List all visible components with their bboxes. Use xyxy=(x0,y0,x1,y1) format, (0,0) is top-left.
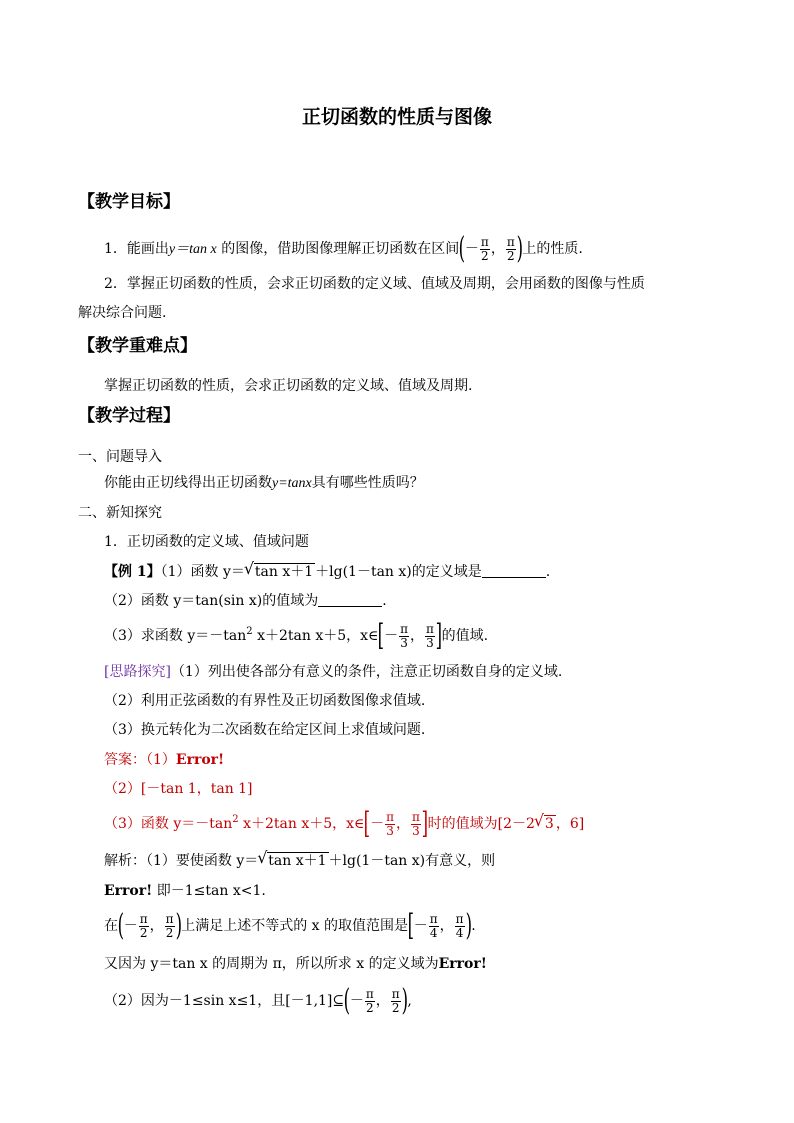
fraction-pi-over-2 xyxy=(365,988,375,1015)
example-1-question-2 xyxy=(104,591,387,611)
example-1-question-3 xyxy=(104,618,489,653)
answer-blank xyxy=(482,563,546,578)
minus-sign: － xyxy=(384,628,399,644)
minus-sign: － xyxy=(123,918,138,934)
goal-1 xyxy=(104,231,583,266)
section-heading-key-points: 【教学重难点】 xyxy=(78,336,197,356)
section-heading-goals: 【教学目标】 xyxy=(78,192,180,212)
page-title: 正切函数的性质与图像 xyxy=(301,106,492,128)
frac-den: 2 xyxy=(165,925,174,940)
analysis-inequality: 即－1≤tan x<1. xyxy=(152,883,266,899)
comma: ， xyxy=(490,241,505,257)
right-bracket: ] xyxy=(435,618,442,653)
process-question xyxy=(104,473,424,494)
frac-den: 3 xyxy=(400,635,408,650)
thinking-line-2: （2）利用正弦函数的有界性及正切函数图像求值域. xyxy=(104,693,426,709)
q3-text-c: 的值域. xyxy=(441,628,489,644)
minus-sign: － xyxy=(464,242,479,257)
section-heading-process: 【教学过程】 xyxy=(78,406,180,426)
goal-2-line-1: 2．掌握正切函数的性质，会求正切函数的定义域、值域及周期，会用函数的图像与性质 xyxy=(104,276,645,292)
fraction-pi-over-2 xyxy=(480,236,490,263)
fraction-pi-over-3 xyxy=(411,811,421,838)
frac-num: π xyxy=(386,809,395,824)
q3-text-b: x＋2tan x＋5，x∈ xyxy=(252,628,379,644)
frac-den: 2 xyxy=(481,248,489,263)
right-bracket: ] xyxy=(421,806,428,841)
frac-num: π xyxy=(412,809,420,824)
q3-text-a: （3）求函数 y＝－tan xyxy=(104,628,247,644)
sqrt-3: √ 3 xyxy=(544,815,556,832)
left-bracket: [ xyxy=(378,618,385,653)
analysis-line-3 xyxy=(104,908,476,943)
superscript: 2 xyxy=(246,626,253,637)
fraction-pi-over-2 xyxy=(506,236,516,263)
fraction-pi-over-2 xyxy=(139,913,149,940)
period: . xyxy=(471,918,476,934)
a3-text-b: x＋2tan x＋5，x∈ xyxy=(238,816,365,832)
fraction-pi-over-3 xyxy=(385,811,395,838)
question-text-b: 具有哪些性质吗？ xyxy=(311,475,424,491)
comma: ， xyxy=(396,816,411,832)
goal-2-line-2: 解决综合问题. xyxy=(78,305,167,321)
frac-den: 3 xyxy=(386,823,394,838)
frac-den: 4 xyxy=(429,925,438,940)
analysis-text-a: 解析：（1）要使函数 y＝ xyxy=(104,853,259,869)
frac-den: 4 xyxy=(455,925,464,940)
q1-end: . xyxy=(545,564,551,580)
a3-text-c: 时的值域为[2－2 xyxy=(427,816,535,832)
frac-num: π xyxy=(139,911,148,926)
thinking-line-3: （3）换元转化为二次函数在给定区间上求值域问题. xyxy=(104,722,426,738)
analysis-line-5 xyxy=(104,983,412,1018)
analysis-line-2 xyxy=(104,881,266,901)
goal-1-func: y＝tan x xyxy=(168,242,217,257)
thinking-line-1 xyxy=(104,662,562,682)
frac-num: π xyxy=(506,234,515,249)
left-paren: ( xyxy=(117,908,125,943)
analysis-line-1 xyxy=(104,851,495,871)
right-paren: ) xyxy=(465,908,472,943)
comma: ， xyxy=(439,918,454,934)
q1-text-a: （1）函数 y＝ xyxy=(160,564,245,580)
analysis-l3-a: 在 xyxy=(104,918,118,934)
process-step-2: 二、新知探究 xyxy=(78,505,162,521)
key-points-text: 掌握正切函数的性质，会求正切函数的定义域、值域及周期. xyxy=(104,378,473,394)
frac-den: 2 xyxy=(365,1000,374,1015)
superscript: 2 xyxy=(232,814,239,825)
q1-text-b: ＋lg(1－tan x)的定义域是 xyxy=(315,564,482,580)
example-1-question-1 xyxy=(104,562,550,582)
interval-right-paren: ) xyxy=(516,231,523,266)
fraction-pi-over-4 xyxy=(429,913,439,940)
frac-den: 2 xyxy=(139,925,148,940)
minus-sign: － xyxy=(370,816,385,832)
fraction-pi-over-3 xyxy=(399,623,409,650)
sqrt-expression: √ tan x＋1 xyxy=(254,563,315,580)
trailing-comma: , xyxy=(407,993,412,1009)
frac-den: 2 xyxy=(391,1000,400,1015)
example-label: 【例 1】 xyxy=(104,564,161,580)
minus-sign: － xyxy=(349,993,364,1009)
frac-num: π xyxy=(480,234,489,249)
frac-num: π xyxy=(365,986,374,1001)
fraction-pi-over-4 xyxy=(455,913,465,940)
answer-error-placeholder: Error! xyxy=(175,752,225,768)
process-subsection-1: 1．正切函数的定义域、值域问题 xyxy=(104,534,309,550)
analysis-text-b: ＋lg(1－tan x)有意义，则 xyxy=(328,853,496,869)
answer-line-2: （2）[－tan 1，tan 1] xyxy=(104,781,253,797)
fraction-pi-over-3 xyxy=(425,623,435,650)
a3-text-a: （3）函数 y＝－tan xyxy=(104,816,233,832)
analysis-l5-text: （2）因为－1≤sin x≤1，且[－1,1]⊆ xyxy=(104,993,345,1009)
comma: ， xyxy=(149,918,164,934)
goal-1-mid: 的图像，借助图像理解正切函数在区间 xyxy=(216,241,460,257)
thinking-text-1: （1）列出使各部分有意义的条件，注意正切函数自身的定义域. xyxy=(170,664,563,680)
analysis-error-placeholder: Error! xyxy=(438,956,487,972)
thinking-label: [思路探究] xyxy=(104,664,171,680)
process-step-1: 一、问题导入 xyxy=(78,449,162,465)
goal-1-suffix: 上的性质. xyxy=(522,241,583,257)
frac-den: 3 xyxy=(412,823,420,838)
goal-1-prefix: 1．能画出 xyxy=(104,241,169,257)
frac-num: π xyxy=(455,911,464,926)
analysis-l4-text: 又因为 y＝tan x 的周期为 π，所以所求 x 的定义域为 xyxy=(104,956,439,972)
fraction-pi-over-2 xyxy=(165,913,175,940)
answer-label: 答案：（1） xyxy=(104,752,176,768)
answer-blank xyxy=(318,592,382,607)
right-paren: ) xyxy=(175,908,182,943)
question-text-a: 你能由正切线得出正切函数 xyxy=(104,475,272,491)
frac-num: π xyxy=(429,911,438,926)
frac-num: π xyxy=(400,621,409,636)
answer-line-3 xyxy=(104,806,585,841)
a3-text-d: ，6] xyxy=(555,816,585,832)
analysis-line-4 xyxy=(104,954,487,974)
frac-num: π xyxy=(426,621,434,636)
frac-den: 2 xyxy=(506,248,515,263)
left-bracket: [ xyxy=(407,908,415,943)
fraction-pi-over-2 xyxy=(391,988,401,1015)
left-bracket: [ xyxy=(364,806,371,841)
analysis-l3-b: 上满足上述不等式的 x 的取值范围是 xyxy=(181,918,409,934)
comma: ， xyxy=(375,993,390,1009)
q2-text: （2）函数 y＝tan(sin x)的值域为 xyxy=(104,593,319,609)
comma: ， xyxy=(410,628,425,644)
frac-num: π xyxy=(391,986,400,1001)
left-paren: ( xyxy=(343,983,351,1018)
frac-den: 3 xyxy=(426,635,434,650)
right-paren: ) xyxy=(401,983,408,1018)
sqrt-expression: √ tan x＋1 xyxy=(267,852,328,869)
answer-line-1 xyxy=(104,750,224,770)
analysis-error-placeholder: Error! xyxy=(104,883,153,899)
interval-left-paren: ( xyxy=(458,231,466,266)
question-func: y=tanx xyxy=(272,476,312,491)
minus-sign: － xyxy=(413,918,428,934)
q2-end: . xyxy=(382,593,387,609)
frac-num: π xyxy=(165,911,174,926)
